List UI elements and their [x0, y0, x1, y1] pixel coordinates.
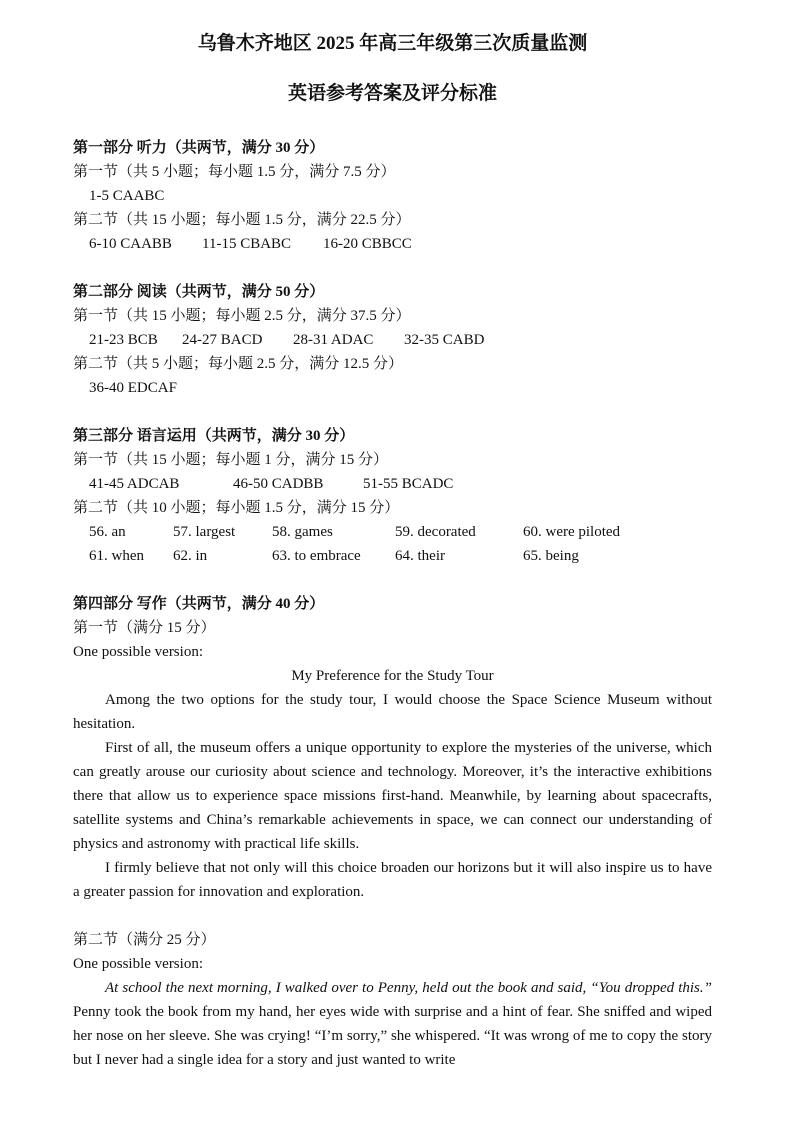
- part3-sec2-row2: [73, 544, 712, 568]
- part4-sec1-version-label: One possible version:: [73, 644, 203, 660]
- part1-sec1-answers: [73, 184, 712, 208]
- essay-paragraph: Among the two options for the study tour, I would choose the Space Science Museum without hesitation.: [73, 692, 712, 732]
- answer-group: 1-5 CAABC: [89, 188, 165, 204]
- spacer: [73, 568, 712, 592]
- part2-sec2-heading: 第二节（共 5 小题；每小题 2.5 分，满分 12.5 分）: [73, 356, 404, 372]
- answer-group: 46-50 CADBB: [233, 476, 324, 492]
- part3-sec2-row1: [73, 520, 712, 544]
- part4-sec2-heading: 第二节（满分 25 分）: [73, 932, 216, 948]
- answer-group: 24-27 BACD: [182, 332, 263, 348]
- part3-language-use: [73, 424, 712, 568]
- blank-answer: 57. largest: [173, 524, 236, 540]
- part3-sec1-heading: 第一节（共 15 小题；每小题 1 分，满分 15 分）: [73, 452, 389, 468]
- answer-group: 51-55 BCADC: [363, 476, 454, 492]
- part2-sec2-answers: [73, 376, 712, 400]
- spacer: [73, 400, 712, 424]
- answer-group: 16-20 CBBCC: [323, 236, 412, 252]
- blank-answer: 61. when: [89, 548, 144, 564]
- essay-paragraph: First of all, the museum offers a unique opportunity to explore the mysteries of the universe, which can greatly arouse our curiosity about science and technology. Moreover, it’s the interactive exhibitions there that allow us to experience space missions first-hand. Meanwhile, by learning about spacecrafts, satellite systems and China’s remarkable achievements in space, we can connect our understanding of physics and astronomy with practical life skills.: [73, 740, 712, 852]
- answer-group: 6-10 CAABB: [89, 236, 172, 252]
- part2-sec1-answers: [73, 328, 712, 352]
- answer-group: 28-31 ADAC: [293, 332, 374, 348]
- continuation-text: Penny took the book from my hand, her eyes wide with surprise and a hint of fear. She sniffed and wiped her nose on her sleeve. She was crying! “I’m sorry,” she whispered. “It was wrong of me to copy the story but I never had a single idea for a story and just wanted to write: [73, 1004, 712, 1068]
- part3-heading: 第三部分 语言运用（共两节，满分 30 分）: [73, 428, 355, 444]
- part2-heading: 第二部分 阅读（共两节，满分 50 分）: [73, 284, 325, 300]
- blank-answer: 62. in: [173, 548, 208, 564]
- part1-sec1-heading: 第一节（共 5 小题；每小题 1.5 分，满分 7.5 分）: [73, 164, 396, 180]
- part1-heading: 第一部分 听力（共两节，满分 30 分）: [73, 140, 325, 156]
- answer-group: 32-35 CABD: [404, 332, 485, 348]
- part1-sec2-answers: [73, 232, 712, 256]
- spacer: [73, 256, 712, 280]
- blank-answer: 59. decorated: [395, 524, 476, 540]
- part1-listening: [73, 136, 712, 256]
- blank-answer: 65. being: [523, 548, 579, 564]
- answer-group: 36-40 EDCAF: [89, 380, 177, 396]
- part3-sec2-heading: 第二节（共 10 小题；每小题 1.5 分，满分 15 分）: [73, 500, 400, 516]
- essay-title: My Preference for the Study Tour: [291, 668, 494, 684]
- continuation-opening-sentence: At school the next morning, I walked over to Penny, held out the book and said, “You dropped this.”: [105, 980, 712, 996]
- answer-group: 21-23 BCB: [89, 332, 158, 348]
- answer-group: 11-15 CBABC: [202, 236, 292, 252]
- continuation-paragraph: [73, 976, 712, 1072]
- part2-reading: [73, 280, 712, 400]
- document-subtitle: 英语参考答案及评分标准: [287, 83, 497, 104]
- blank-answer: 58. games: [272, 524, 333, 540]
- spacer: [73, 904, 712, 928]
- part2-sec1-heading: 第一节（共 15 小题；每小题 2.5 分，满分 37.5 分）: [73, 308, 411, 324]
- part4-heading: 第四部分 写作（共两节，满分 40 分）: [73, 596, 325, 612]
- answer-group: 41-45 ADCAB: [89, 476, 180, 492]
- part4-writing: [73, 592, 712, 1072]
- blank-answer: 64. their: [395, 548, 445, 564]
- part4-sec1-heading: 第一节（满分 15 分）: [73, 620, 216, 636]
- document-title: 乌鲁木齐地区 2025 年高三年级第三次质量监测: [197, 33, 588, 54]
- blank-answer: 63. to embrace: [272, 548, 361, 564]
- blank-answer: 60. were piloted: [523, 524, 621, 540]
- part3-sec1-answers: [73, 472, 712, 496]
- blank-answer: 56. an: [89, 524, 126, 540]
- part4-sec2-version-label: One possible version:: [73, 956, 203, 972]
- part1-sec2-heading: 第二节（共 15 小题；每小题 1.5 分，满分 22.5 分）: [73, 212, 411, 228]
- essay-paragraph: I firmly believe that not only will this choice broaden our horizons but it will also inspire us to have a greater passion for innovation and exploration.: [73, 860, 712, 900]
